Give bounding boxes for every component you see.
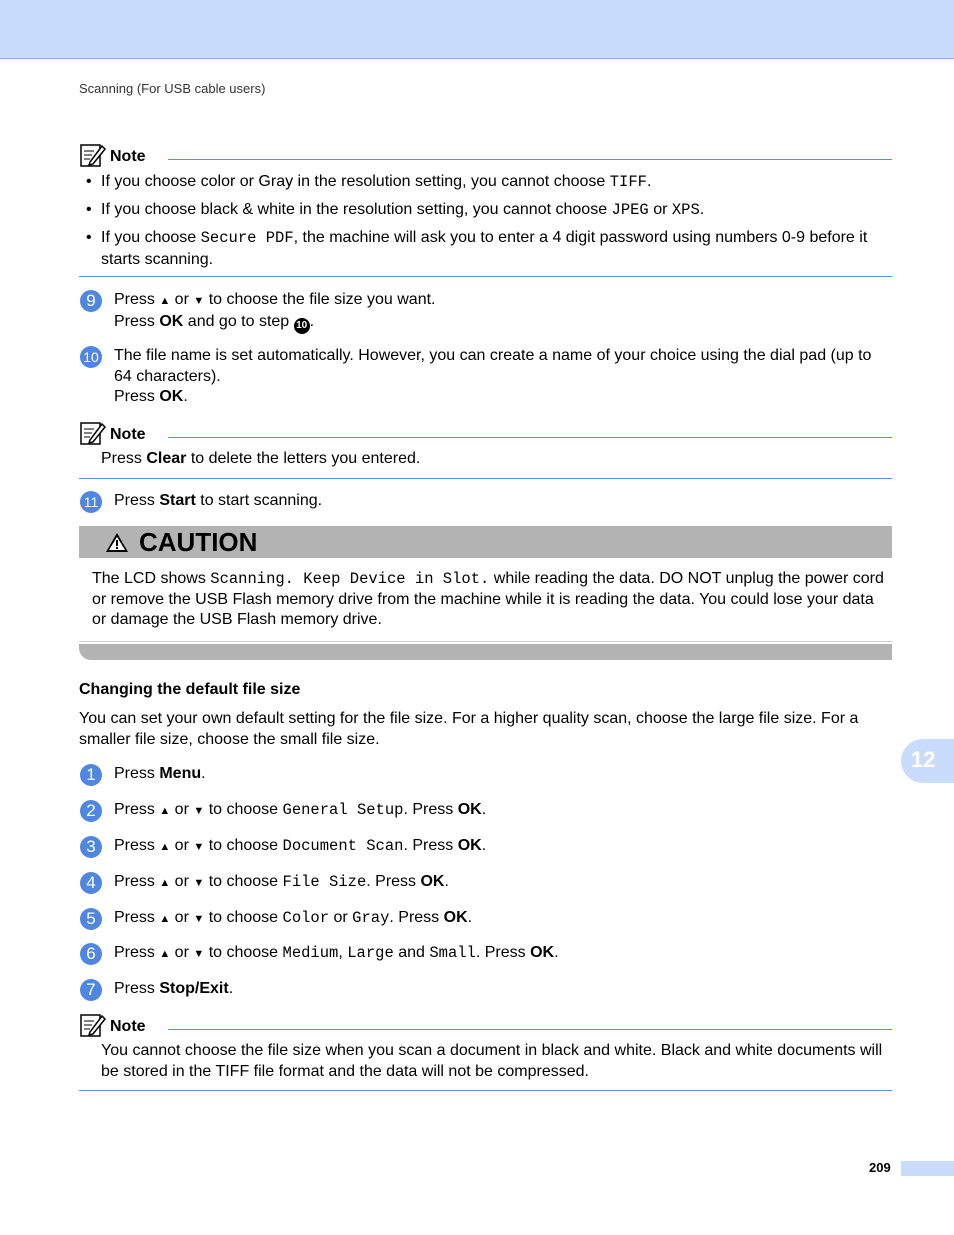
note-header <box>79 420 892 448</box>
note-label: Note <box>110 426 146 443</box>
note-end-rule <box>79 1090 892 1091</box>
step-number-badge: 10 <box>80 346 102 368</box>
caution-text: The LCD shows Scanning. Keep Device in Slot. while reading the data. DO NOT unplug the power cord or remove the USB Flash memory drive from the machine while it is reading the data. You could lose your data or damage the USB Flash memory drive. <box>92 570 884 628</box>
warning-triangle-icon <box>105 532 129 553</box>
note-pencil-icon <box>80 420 106 446</box>
step-number-badge: 2 <box>80 800 102 822</box>
running-head: Scanning (For USB cable users) <box>79 81 266 96</box>
section-intro: You can set your own default setting for the file size. For a higher quality scan, choose the large file size. For a smaller file size, choose the small file size. <box>79 710 859 748</box>
note-label: Note <box>110 1018 146 1035</box>
up-arrow-icon: ▲ <box>159 841 171 853</box>
page-number: 209 <box>869 1160 891 1175</box>
step-number-badge: 11 <box>80 491 102 513</box>
note-header <box>79 142 892 170</box>
note-pencil-icon <box>80 142 106 168</box>
note-text: Press Clear to delete the letters you entered. <box>101 450 421 467</box>
header-band <box>0 0 954 59</box>
up-arrow-icon: ▲ <box>159 295 171 307</box>
step-number-badge: 4 <box>80 872 102 894</box>
up-arrow-icon: ▲ <box>159 877 171 889</box>
down-arrow-icon: ▼ <box>193 913 205 925</box>
caution-footer-bar <box>79 644 892 660</box>
note-text: You cannot choose the file size when you scan a document in black and white. Black and white documents will be stored in the TIFF file format and the data will not be compressed. <box>101 1042 883 1080</box>
down-arrow-icon: ▼ <box>193 295 205 307</box>
down-arrow-icon: ▼ <box>193 805 205 817</box>
caution-divider <box>79 641 892 642</box>
note-rule <box>168 1029 892 1030</box>
note-end-rule <box>79 478 892 479</box>
note-header <box>79 1012 892 1040</box>
step-number-badge: 9 <box>80 290 102 312</box>
down-arrow-icon: ▼ <box>193 948 205 960</box>
step-reference-badge: 10 <box>294 318 310 334</box>
caution-title: CAUTION <box>139 527 258 557</box>
caution-bar <box>79 526 892 558</box>
step-number-badge: 1 <box>80 764 102 786</box>
down-arrow-icon: ▼ <box>193 841 205 853</box>
chapter-tab: 12 <box>901 739 954 783</box>
step-number-badge: 3 <box>80 836 102 858</box>
note-rule <box>168 437 892 438</box>
down-arrow-icon: ▼ <box>193 877 205 889</box>
note-rule <box>168 159 892 160</box>
step-number-badge: 5 <box>80 908 102 930</box>
note-pencil-icon <box>80 1012 106 1038</box>
up-arrow-icon: ▲ <box>159 805 171 817</box>
up-arrow-icon: ▲ <box>159 948 171 960</box>
step-number-badge: 6 <box>80 943 102 965</box>
note-label: Note <box>110 148 146 165</box>
note-end-rule <box>79 276 892 277</box>
step-number-badge: 7 <box>80 979 102 1001</box>
up-arrow-icon: ▲ <box>159 913 171 925</box>
section-heading: Changing the default file size <box>79 681 301 698</box>
page-tab <box>901 1161 954 1176</box>
